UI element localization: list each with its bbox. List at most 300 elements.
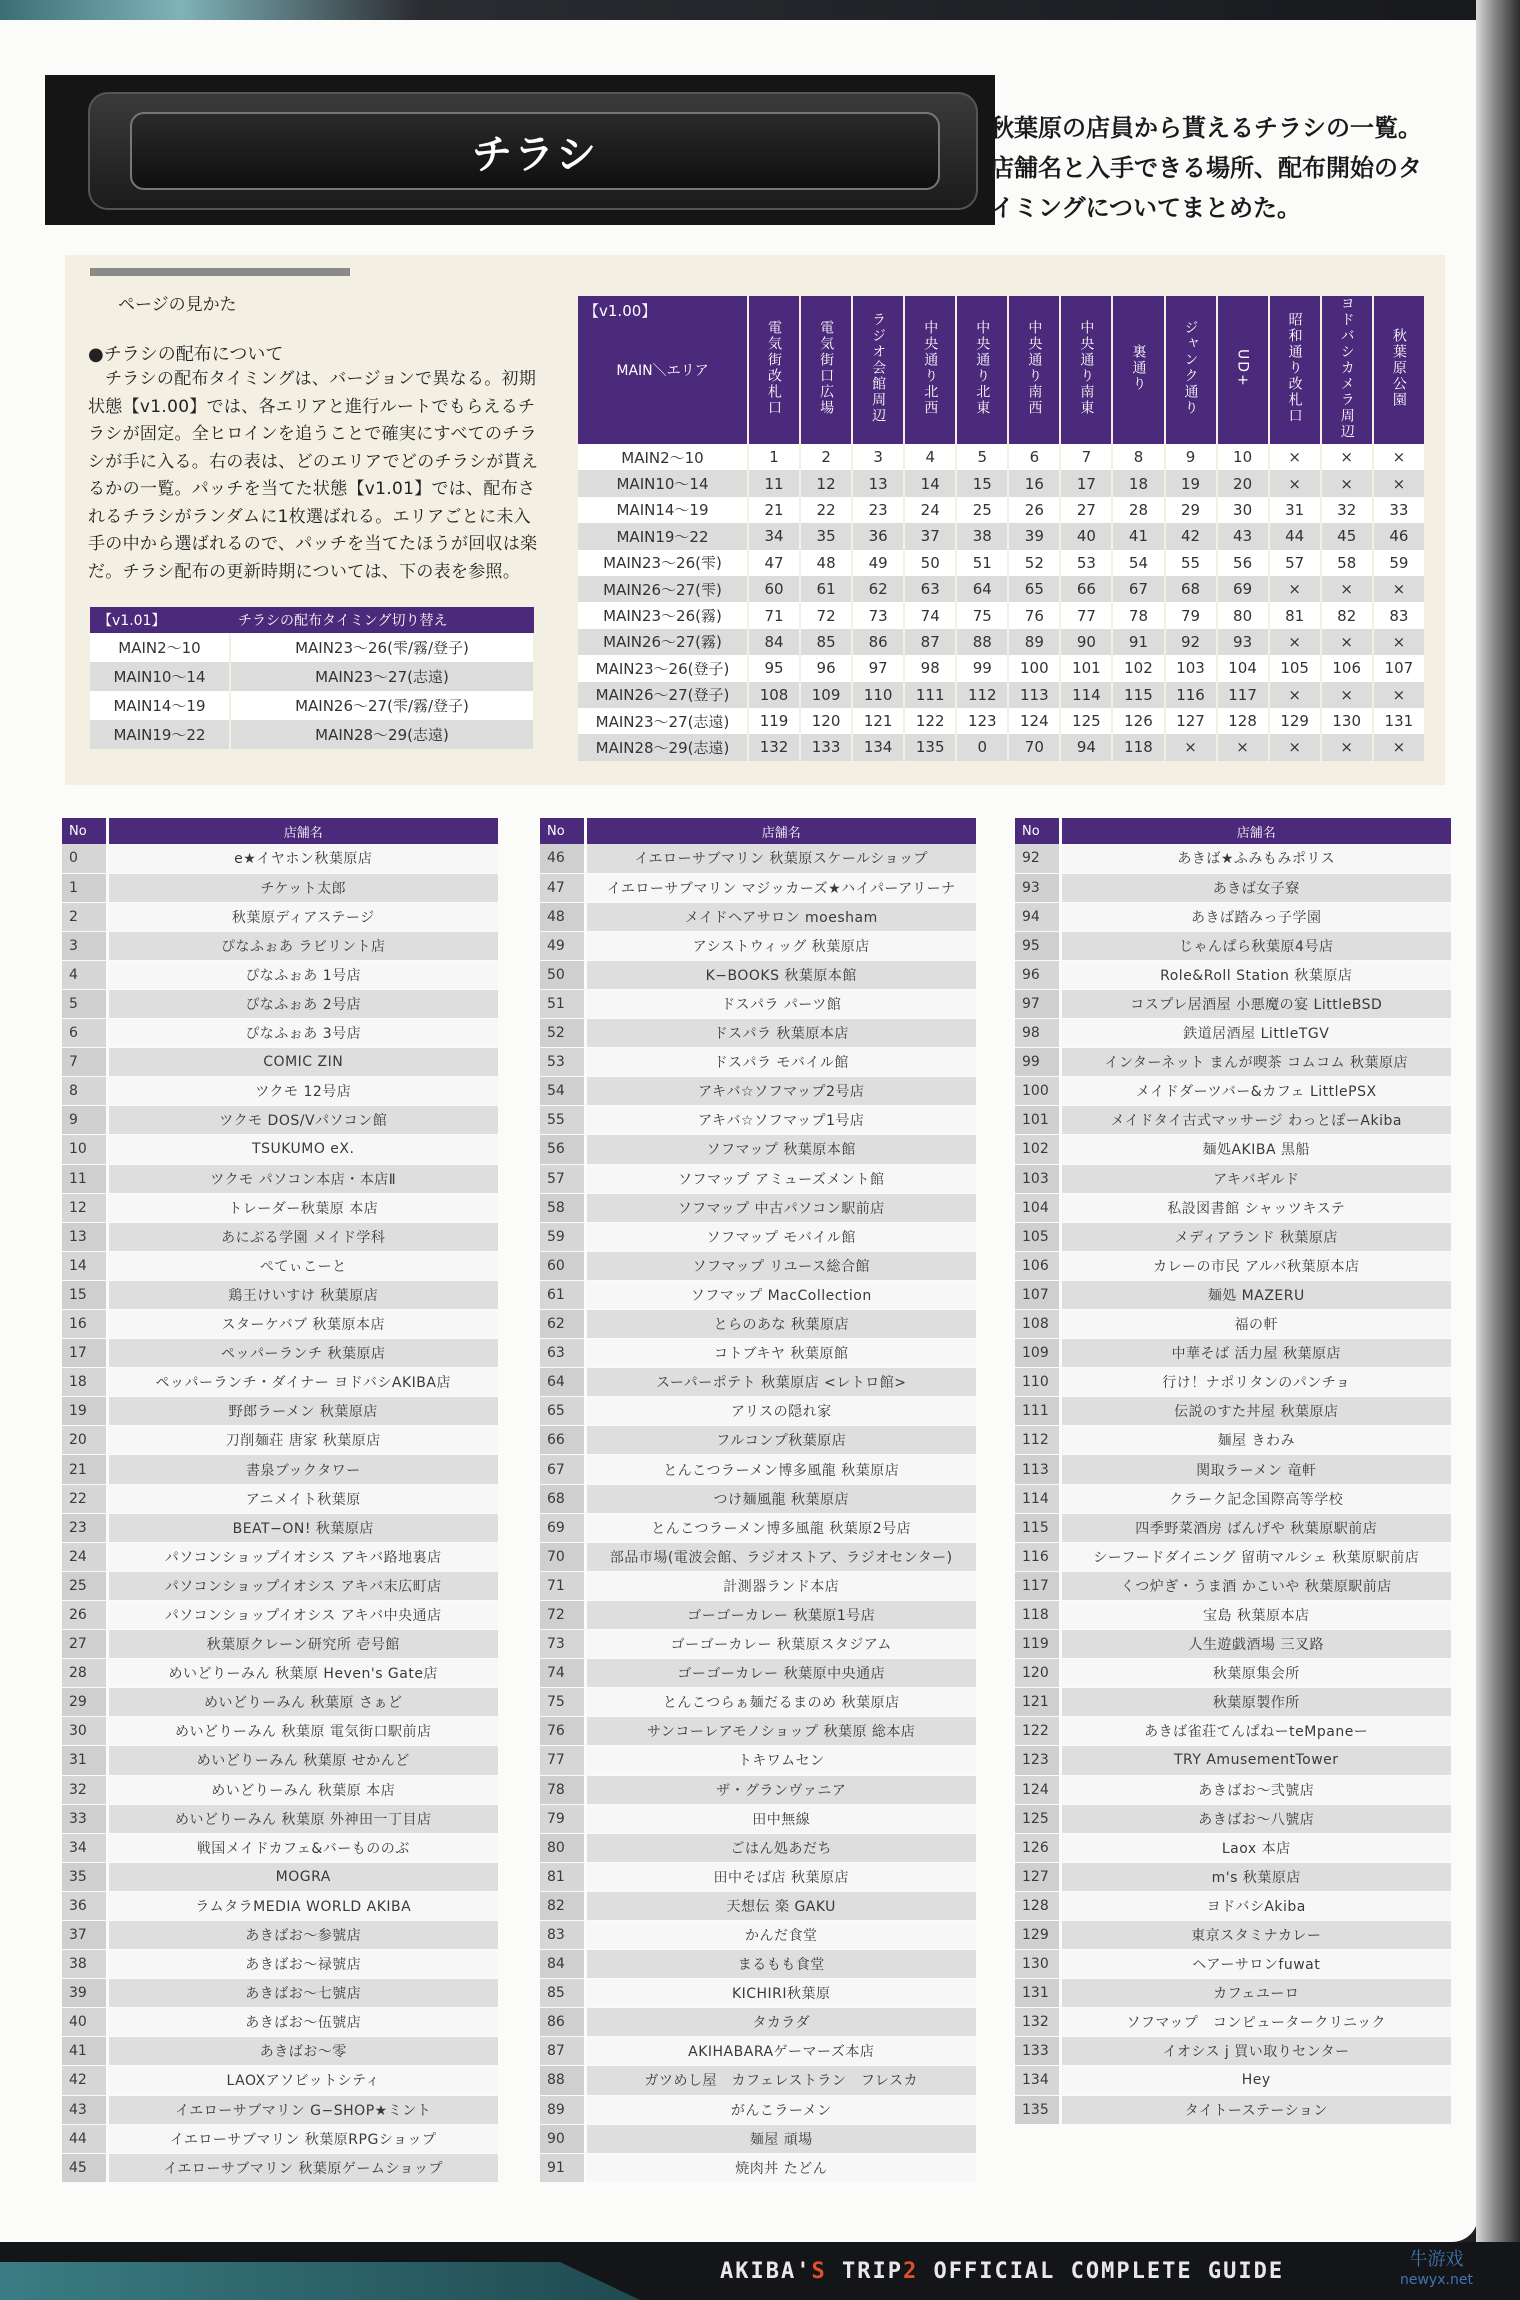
flyer-number-cell: 1 — [748, 444, 800, 470]
table-row — [540, 1891, 976, 1920]
store-name: ゴーゴーカレー 秋葉原スタジアム — [585, 1630, 976, 1659]
store-number: 103 — [1015, 1164, 1060, 1193]
table-row — [1015, 1600, 1451, 1629]
table-row — [62, 1950, 498, 1979]
store-name: あきば女子寮 — [1060, 873, 1451, 902]
store-name: めいどりーみん 秋葉原 本店 — [107, 1775, 498, 1804]
table-row — [540, 2037, 976, 2066]
store-name: 東京スタミナカレー — [1060, 1920, 1451, 1949]
store-number: 99 — [1015, 1048, 1060, 1077]
table-row — [62, 1135, 498, 1164]
store-number: 58 — [540, 1193, 585, 1222]
area-header — [1060, 296, 1112, 444]
table-row — [1015, 1659, 1451, 1688]
store-name: めいどりーみん 秋葉原 電気街口駅前店 — [107, 1717, 498, 1746]
table-row — [1015, 1077, 1451, 1106]
v100-corner-header — [578, 296, 748, 444]
table-row — [62, 989, 498, 1018]
store-name: 行け！ナポリタンのパンチョ — [1060, 1368, 1451, 1397]
store-name: 麺処 MAZERU — [1060, 1280, 1451, 1309]
flyer-number-cell: 59 — [1373, 550, 1425, 576]
v101-row — [90, 691, 534, 720]
store-number: 30 — [62, 1717, 107, 1746]
flyer-number-cell: 37 — [904, 523, 956, 549]
table-row — [62, 1077, 498, 1106]
flyer-number-cell: 95 — [748, 655, 800, 681]
table-row — [1015, 1280, 1451, 1309]
store-number: 98 — [1015, 1019, 1060, 1048]
store-name: コスプレ居酒屋 小悪魔の宴 LittleBSD — [1060, 989, 1451, 1018]
table-row — [1015, 2037, 1451, 2066]
main-range-cell: MAIN23〜26(雫) — [578, 550, 748, 576]
store-number: 20 — [62, 1426, 107, 1455]
store-name: 野郎ラーメン 秋葉原店 — [107, 1397, 498, 1426]
store-number: 39 — [62, 1979, 107, 2008]
store-name: サンコーレアモノショップ 秋葉原 総本店 — [585, 1717, 976, 1746]
area-header — [904, 296, 956, 444]
store-number: 49 — [540, 931, 585, 960]
store-number: 46 — [540, 844, 585, 873]
store-table-3 — [1015, 818, 1451, 2125]
watermark: 牛游戏 newyx.net — [1400, 2249, 1473, 2288]
store-name: めいどりーみん 秋葉原 さぁど — [107, 1688, 498, 1717]
table-row — [540, 1571, 976, 1600]
store-number: 37 — [62, 1920, 107, 1949]
v101-main-range: MAIN14〜19 — [90, 691, 230, 720]
v101-switch-timing: MAIN26〜27(雫/霧/登子) — [230, 691, 534, 720]
v100-row — [578, 629, 1425, 655]
v101-timing-table — [90, 607, 535, 749]
table-row — [62, 1688, 498, 1717]
store-number: 69 — [540, 1513, 585, 1542]
store-number: 92 — [1015, 844, 1060, 873]
store-name: ペッパーランチ・ダイナー ヨドバシAKIBA店 — [107, 1368, 498, 1397]
store-number: 16 — [62, 1310, 107, 1339]
table-row — [1015, 1630, 1451, 1659]
table-row — [1015, 1513, 1451, 1542]
table-row — [1015, 1019, 1451, 1048]
flyer-number-cell: 25 — [956, 497, 1008, 523]
area-header — [852, 296, 904, 444]
store-name: メイドダーツバー&カフェ LittlePSX — [1060, 1077, 1451, 1106]
store-name: Role&Roll Station 秋葉原店 — [1060, 960, 1451, 989]
table-row — [540, 1251, 976, 1280]
main-range-cell: MAIN26〜27(雫) — [578, 576, 748, 602]
note-body: チラシの配布タイミングは、バージョンで異なる。初期状態【v1.00】では、各エリアと進行ルートでもらえるチラシが固定。全ヒロインを追うことで確実にすべてのチラシが手に入る。右の表は、どのエリアでどのチラシが貰えるかの一覧。パッチを当てた状態【v1.01】では、配布されるチラシがランダムに1枚選ばれる。エリアごとに未入手の中から選ばれるので、パッチを当てたほうが回収は楽だ。チラシ配布の更新時期については、下の表を参照。 — [88, 369, 539, 582]
table-row — [1015, 1106, 1451, 1135]
store-name: 戦国メイドカフェ&バーもののぶ — [107, 1833, 498, 1862]
flyer-number-cell: 50 — [904, 550, 956, 576]
area-label: ジャンク通り — [1182, 320, 1199, 416]
flyer-number-cell: 67 — [1112, 576, 1164, 602]
v100-row — [578, 655, 1425, 681]
flyer-number-cell: 113 — [1008, 682, 1060, 708]
flyer-number-cell: 39 — [1008, 523, 1060, 549]
table-row — [62, 902, 498, 931]
store-name: TRY AmusementTower — [1060, 1746, 1451, 1775]
table-row — [62, 931, 498, 960]
store-name: あきばお〜七號店 — [107, 1979, 498, 2008]
flyer-number-cell: 8 — [1112, 444, 1164, 470]
flyer-number-cell: 106 — [1321, 655, 1373, 681]
store-name: つけ麺風龍 秋葉原店 — [585, 1484, 976, 1513]
store-name: 秋葉原集会所 — [1060, 1659, 1451, 1688]
store-number: 101 — [1015, 1106, 1060, 1135]
store-number: 21 — [62, 1455, 107, 1484]
store-number: 10 — [62, 1135, 107, 1164]
flyer-number-cell: 21 — [748, 497, 800, 523]
table-row — [1015, 902, 1451, 931]
flyer-number-cell: 86 — [852, 629, 904, 655]
flyer-number-cell: 19 — [1165, 470, 1217, 496]
main-range-cell: MAIN19〜22 — [578, 523, 748, 549]
flyer-number-cell: 58 — [1321, 550, 1373, 576]
v100-row — [578, 523, 1425, 549]
store-name: ゴーゴーカレー 秋葉原1号店 — [585, 1600, 976, 1629]
store-name: ペッパーランチ 秋葉原店 — [107, 1339, 498, 1368]
flyer-number-cell: 64 — [956, 576, 1008, 602]
flyer-number-cell: 30 — [1217, 497, 1269, 523]
store-number: 53 — [540, 1048, 585, 1077]
store-number: 131 — [1015, 1979, 1060, 2008]
table-row — [1015, 989, 1451, 1018]
store-name: イエローサブマリン 秋葉原スケールショップ — [585, 844, 976, 873]
store-name: ソフマップ リユース総合館 — [585, 1251, 976, 1280]
area-label: 裏通り — [1130, 344, 1147, 392]
store-name: イエローサブマリン 秋葉原ゲームショップ — [107, 2153, 498, 2182]
table-row — [62, 1891, 498, 1920]
flyer-number-cell: 61 — [800, 576, 852, 602]
flyer-number-cell: 121 — [852, 708, 904, 734]
store-number: 60 — [540, 1251, 585, 1280]
store-name: あきば★ふみもみポリス — [1060, 844, 1451, 873]
table-row — [62, 844, 498, 873]
main-range-cell: MAIN23〜27(志遠) — [578, 708, 748, 734]
flyer-number-cell: 77 — [1060, 602, 1112, 628]
area-label: ヨドバシカメラ周辺 — [1338, 296, 1355, 440]
store-name: トキワムセン — [585, 1746, 976, 1775]
store-name-header: 店舗名 — [107, 818, 498, 844]
v101-row — [90, 633, 534, 662]
store-name: パソコンショップイオシス アキバ中央通店 — [107, 1600, 498, 1629]
flyer-number-cell: 73 — [852, 602, 904, 628]
store-number: 42 — [62, 2066, 107, 2095]
flyer-number-cell: × — [1269, 444, 1321, 470]
table-row — [1015, 873, 1451, 902]
flyer-number-cell: 124 — [1008, 708, 1060, 734]
flyer-number-cell: 44 — [1269, 523, 1321, 549]
store-name: 私設図書館 シャッツキステ — [1060, 1193, 1451, 1222]
table-row — [1015, 1950, 1451, 1979]
store-number: 90 — [540, 2124, 585, 2153]
flyer-number-cell: 90 — [1060, 629, 1112, 655]
table-row — [62, 1397, 498, 1426]
flyer-number-cell: 5 — [956, 444, 1008, 470]
v100-row — [578, 708, 1425, 734]
flyer-number-cell: 36 — [852, 523, 904, 549]
area-label: 中央通り北東 — [974, 320, 991, 416]
flyer-number-cell: 40 — [1060, 523, 1112, 549]
store-name: ぴなふぉあ 3号店 — [107, 1019, 498, 1048]
flyer-number-cell: 11 — [748, 470, 800, 496]
table-row — [540, 1717, 976, 1746]
table-row — [62, 1222, 498, 1251]
store-number: 70 — [540, 1542, 585, 1571]
store-name: あきばお〜禄號店 — [107, 1950, 498, 1979]
area-header — [1217, 296, 1269, 444]
store-number: 43 — [62, 2095, 107, 2124]
flyer-number-cell: 125 — [1060, 708, 1112, 734]
store-number: 40 — [62, 2008, 107, 2037]
store-number: 26 — [62, 1600, 107, 1629]
flyer-number-cell: 127 — [1165, 708, 1217, 734]
store-number: 50 — [540, 960, 585, 989]
store-name: あきばお〜零 — [107, 2037, 498, 2066]
v100-row — [578, 734, 1425, 760]
flyer-number-cell: 4 — [904, 444, 956, 470]
flyer-number-cell: 84 — [748, 629, 800, 655]
flyer-number-cell: 57 — [1269, 550, 1321, 576]
flyer-number-cell: × — [1373, 576, 1425, 602]
flyer-number-cell: 35 — [800, 523, 852, 549]
v101-main-range: MAIN10〜14 — [90, 662, 230, 691]
flyer-number-cell: 108 — [748, 682, 800, 708]
flyer-number-cell: 24 — [904, 497, 956, 523]
table-row — [1015, 931, 1451, 960]
flyer-number-cell: 93 — [1217, 629, 1269, 655]
flyer-number-cell: 128 — [1217, 708, 1269, 734]
store-name: 麺屋 きわみ — [1060, 1426, 1451, 1455]
store-number: 122 — [1015, 1717, 1060, 1746]
store-name: メディアランド 秋葉原店 — [1060, 1222, 1451, 1251]
store-name: 福の軒 — [1060, 1310, 1451, 1339]
store-name: TSUKUMO eX. — [107, 1135, 498, 1164]
store-number: 105 — [1015, 1222, 1060, 1251]
table-row — [540, 1775, 976, 1804]
store-number: 106 — [1015, 1251, 1060, 1280]
table-row — [540, 1688, 976, 1717]
store-number: 22 — [62, 1484, 107, 1513]
store-name: 秋葉原製作所 — [1060, 1688, 1451, 1717]
flyer-number-cell: 17 — [1060, 470, 1112, 496]
flyer-number-cell: × — [1217, 734, 1269, 760]
table-row — [540, 1339, 976, 1368]
table-row — [1015, 1193, 1451, 1222]
table-row — [540, 2095, 976, 2124]
flyer-number-cell: 111 — [904, 682, 956, 708]
table-row — [540, 1193, 976, 1222]
store-number: 0 — [62, 844, 107, 873]
table-row — [1015, 1746, 1451, 1775]
flyer-number-cell: 109 — [800, 682, 852, 708]
table-row — [540, 1310, 976, 1339]
flyer-number-cell: 48 — [800, 550, 852, 576]
store-number: 108 — [1015, 1310, 1060, 1339]
main-range-cell: MAIN28〜29(志遠) — [578, 734, 748, 760]
flyer-number-cell: 0 — [956, 734, 1008, 760]
store-table-2 — [540, 818, 976, 2183]
table-row — [1015, 1164, 1451, 1193]
flyer-number-cell: 63 — [904, 576, 956, 602]
area-label: 電気街口広場 — [818, 320, 835, 416]
store-name: あきば雀荘てんぱねーteMpaneー — [1060, 1717, 1451, 1746]
v100-area-table — [578, 296, 1426, 761]
table-row — [62, 1630, 498, 1659]
flyer-number-cell: 68 — [1165, 576, 1217, 602]
store-name: 関取ラーメン 竜軒 — [1060, 1455, 1451, 1484]
area-label: 中央通り北西 — [922, 320, 939, 416]
table-row — [1015, 1775, 1451, 1804]
store-name: パソコンショップイオシス アキバ末広町店 — [107, 1571, 498, 1600]
flyer-number-cell: 32 — [1321, 497, 1373, 523]
flyer-number-cell: 71 — [748, 602, 800, 628]
store-number: 11 — [62, 1164, 107, 1193]
store-number: 25 — [62, 1571, 107, 1600]
store-name: ツクモ DOS/Vパソコン館 — [107, 1106, 498, 1135]
flyer-number-cell: 104 — [1217, 655, 1269, 681]
area-header — [1112, 296, 1164, 444]
flyer-number-cell: 33 — [1373, 497, 1425, 523]
table-row — [540, 1164, 976, 1193]
table-row — [62, 1164, 498, 1193]
flyer-number-cell: 82 — [1321, 602, 1373, 628]
store-name: ソフマップ 秋葉原本館 — [585, 1135, 976, 1164]
store-number: 127 — [1015, 1862, 1060, 1891]
flyer-number-cell: 88 — [956, 629, 1008, 655]
table-row — [1015, 1455, 1451, 1484]
area-header — [1269, 296, 1321, 444]
flyer-number-cell: × — [1373, 444, 1425, 470]
store-number: 45 — [62, 2153, 107, 2182]
store-name: アキバ☆ソフマップ2号店 — [585, 1077, 976, 1106]
store-number: 94 — [1015, 902, 1060, 931]
store-name: 伝説のすた丼屋 秋葉原店 — [1060, 1397, 1451, 1426]
store-number: 61 — [540, 1280, 585, 1309]
store-name: LAOXアソビットシティ — [107, 2066, 498, 2095]
table-row — [1015, 1688, 1451, 1717]
store-name: ツクモ パソコン本店・本店Ⅱ — [107, 1164, 498, 1193]
store-number: 62 — [540, 1310, 585, 1339]
flyer-number-cell: × — [1321, 629, 1373, 655]
area-label: 電気街改札口 — [766, 320, 783, 416]
flyer-number-cell: 51 — [956, 550, 1008, 576]
flyer-number-cell: 72 — [800, 602, 852, 628]
table-row — [62, 1513, 498, 1542]
table-row — [1015, 1979, 1451, 2008]
flyer-number-cell: 116 — [1165, 682, 1217, 708]
main-range-cell: MAIN26〜27(霧) — [578, 629, 748, 655]
store-name: ザ・グランヴァニア — [585, 1775, 976, 1804]
store-name: アキバギルド — [1060, 1164, 1451, 1193]
flyer-number-cell: 120 — [800, 708, 852, 734]
table-row — [540, 2124, 976, 2153]
table-row — [540, 1600, 976, 1629]
store-number: 130 — [1015, 1950, 1060, 1979]
store-name: あきばお〜八號店 — [1060, 1804, 1451, 1833]
store-name: パソコンショップイオシス アキバ路地裏店 — [107, 1542, 498, 1571]
store-number: 115 — [1015, 1513, 1060, 1542]
flyer-number-cell: 41 — [1112, 523, 1164, 549]
table-row — [1015, 1368, 1451, 1397]
table-row — [540, 1048, 976, 1077]
flyer-number-cell: 45 — [1321, 523, 1373, 549]
store-number: 48 — [540, 902, 585, 931]
table-row — [62, 1106, 498, 1135]
flyer-number-cell: 105 — [1269, 655, 1321, 681]
store-name: とんこつラーメン博多風龍 秋葉原店 — [585, 1455, 976, 1484]
flyer-number-cell: 23 — [852, 497, 904, 523]
store-name: 焼肉丼 たどん — [585, 2153, 976, 2182]
store-name: MOGRA — [107, 1862, 498, 1891]
table-row — [540, 1135, 976, 1164]
store-number: 32 — [62, 1775, 107, 1804]
store-number: 85 — [540, 1979, 585, 2008]
table-row — [540, 902, 976, 931]
main-range-cell: MAIN10〜14 — [578, 470, 748, 496]
store-number: 95 — [1015, 931, 1060, 960]
flyer-number-cell: × — [1373, 629, 1425, 655]
table-row — [62, 1862, 498, 1891]
table-row — [1015, 1891, 1451, 1920]
no-header: No — [62, 818, 107, 844]
store-name: ヘアーサロンfuwat — [1060, 1950, 1451, 1979]
table-row — [540, 1746, 976, 1775]
flyer-number-cell: 129 — [1269, 708, 1321, 734]
store-name: ソフマップ 中古パソコン駅前店 — [585, 1193, 976, 1222]
store-number: 86 — [540, 2008, 585, 2037]
store-number: 107 — [1015, 1280, 1060, 1309]
table-row — [540, 1368, 976, 1397]
store-header-row — [1015, 818, 1451, 844]
store-name-header: 店舗名 — [1060, 818, 1451, 844]
flyer-number-cell: 38 — [956, 523, 1008, 549]
store-name: じゃんぱら秋葉原4号店 — [1060, 931, 1451, 960]
table-row — [62, 1251, 498, 1280]
store-name: アシストウィッグ 秋葉原店 — [585, 931, 976, 960]
flyer-number-cell: 123 — [956, 708, 1008, 734]
store-number: 56 — [540, 1135, 585, 1164]
store-name: かんだ食堂 — [585, 1920, 976, 1949]
flyer-number-cell: 66 — [1060, 576, 1112, 602]
store-number: 117 — [1015, 1571, 1060, 1600]
store-name: タイトーステーション — [1060, 2095, 1451, 2124]
table-row — [62, 1310, 498, 1339]
table-row — [62, 1571, 498, 1600]
store-number: 82 — [540, 1891, 585, 1920]
page-title-box — [130, 112, 940, 190]
flyer-number-cell: 96 — [800, 655, 852, 681]
flyer-number-cell: 26 — [1008, 497, 1060, 523]
page-title: チラシ — [472, 131, 598, 178]
flyer-number-cell: 55 — [1165, 550, 1217, 576]
store-name: カフェユーロ — [1060, 1979, 1451, 2008]
table-row — [62, 1193, 498, 1222]
v100-row — [578, 497, 1425, 523]
store-name: タカラダ — [585, 2008, 976, 2037]
store-name: めいどりーみん 秋葉原 Heven's Gate店 — [107, 1659, 498, 1688]
flyer-number-cell: × — [1321, 734, 1373, 760]
flyer-number-cell: 7 — [1060, 444, 1112, 470]
table-row — [1015, 1222, 1451, 1251]
table-row — [540, 1222, 976, 1251]
flyer-number-cell: 9 — [1165, 444, 1217, 470]
area-label: 中央通り南西 — [1026, 320, 1043, 416]
store-number: 57 — [540, 1164, 585, 1193]
store-name: K−BOOKS 秋葉原本館 — [585, 960, 976, 989]
store-name: KICHIRI秋葉原 — [585, 1979, 976, 2008]
flyer-number-cell: 85 — [800, 629, 852, 655]
table-row — [540, 1920, 976, 1949]
